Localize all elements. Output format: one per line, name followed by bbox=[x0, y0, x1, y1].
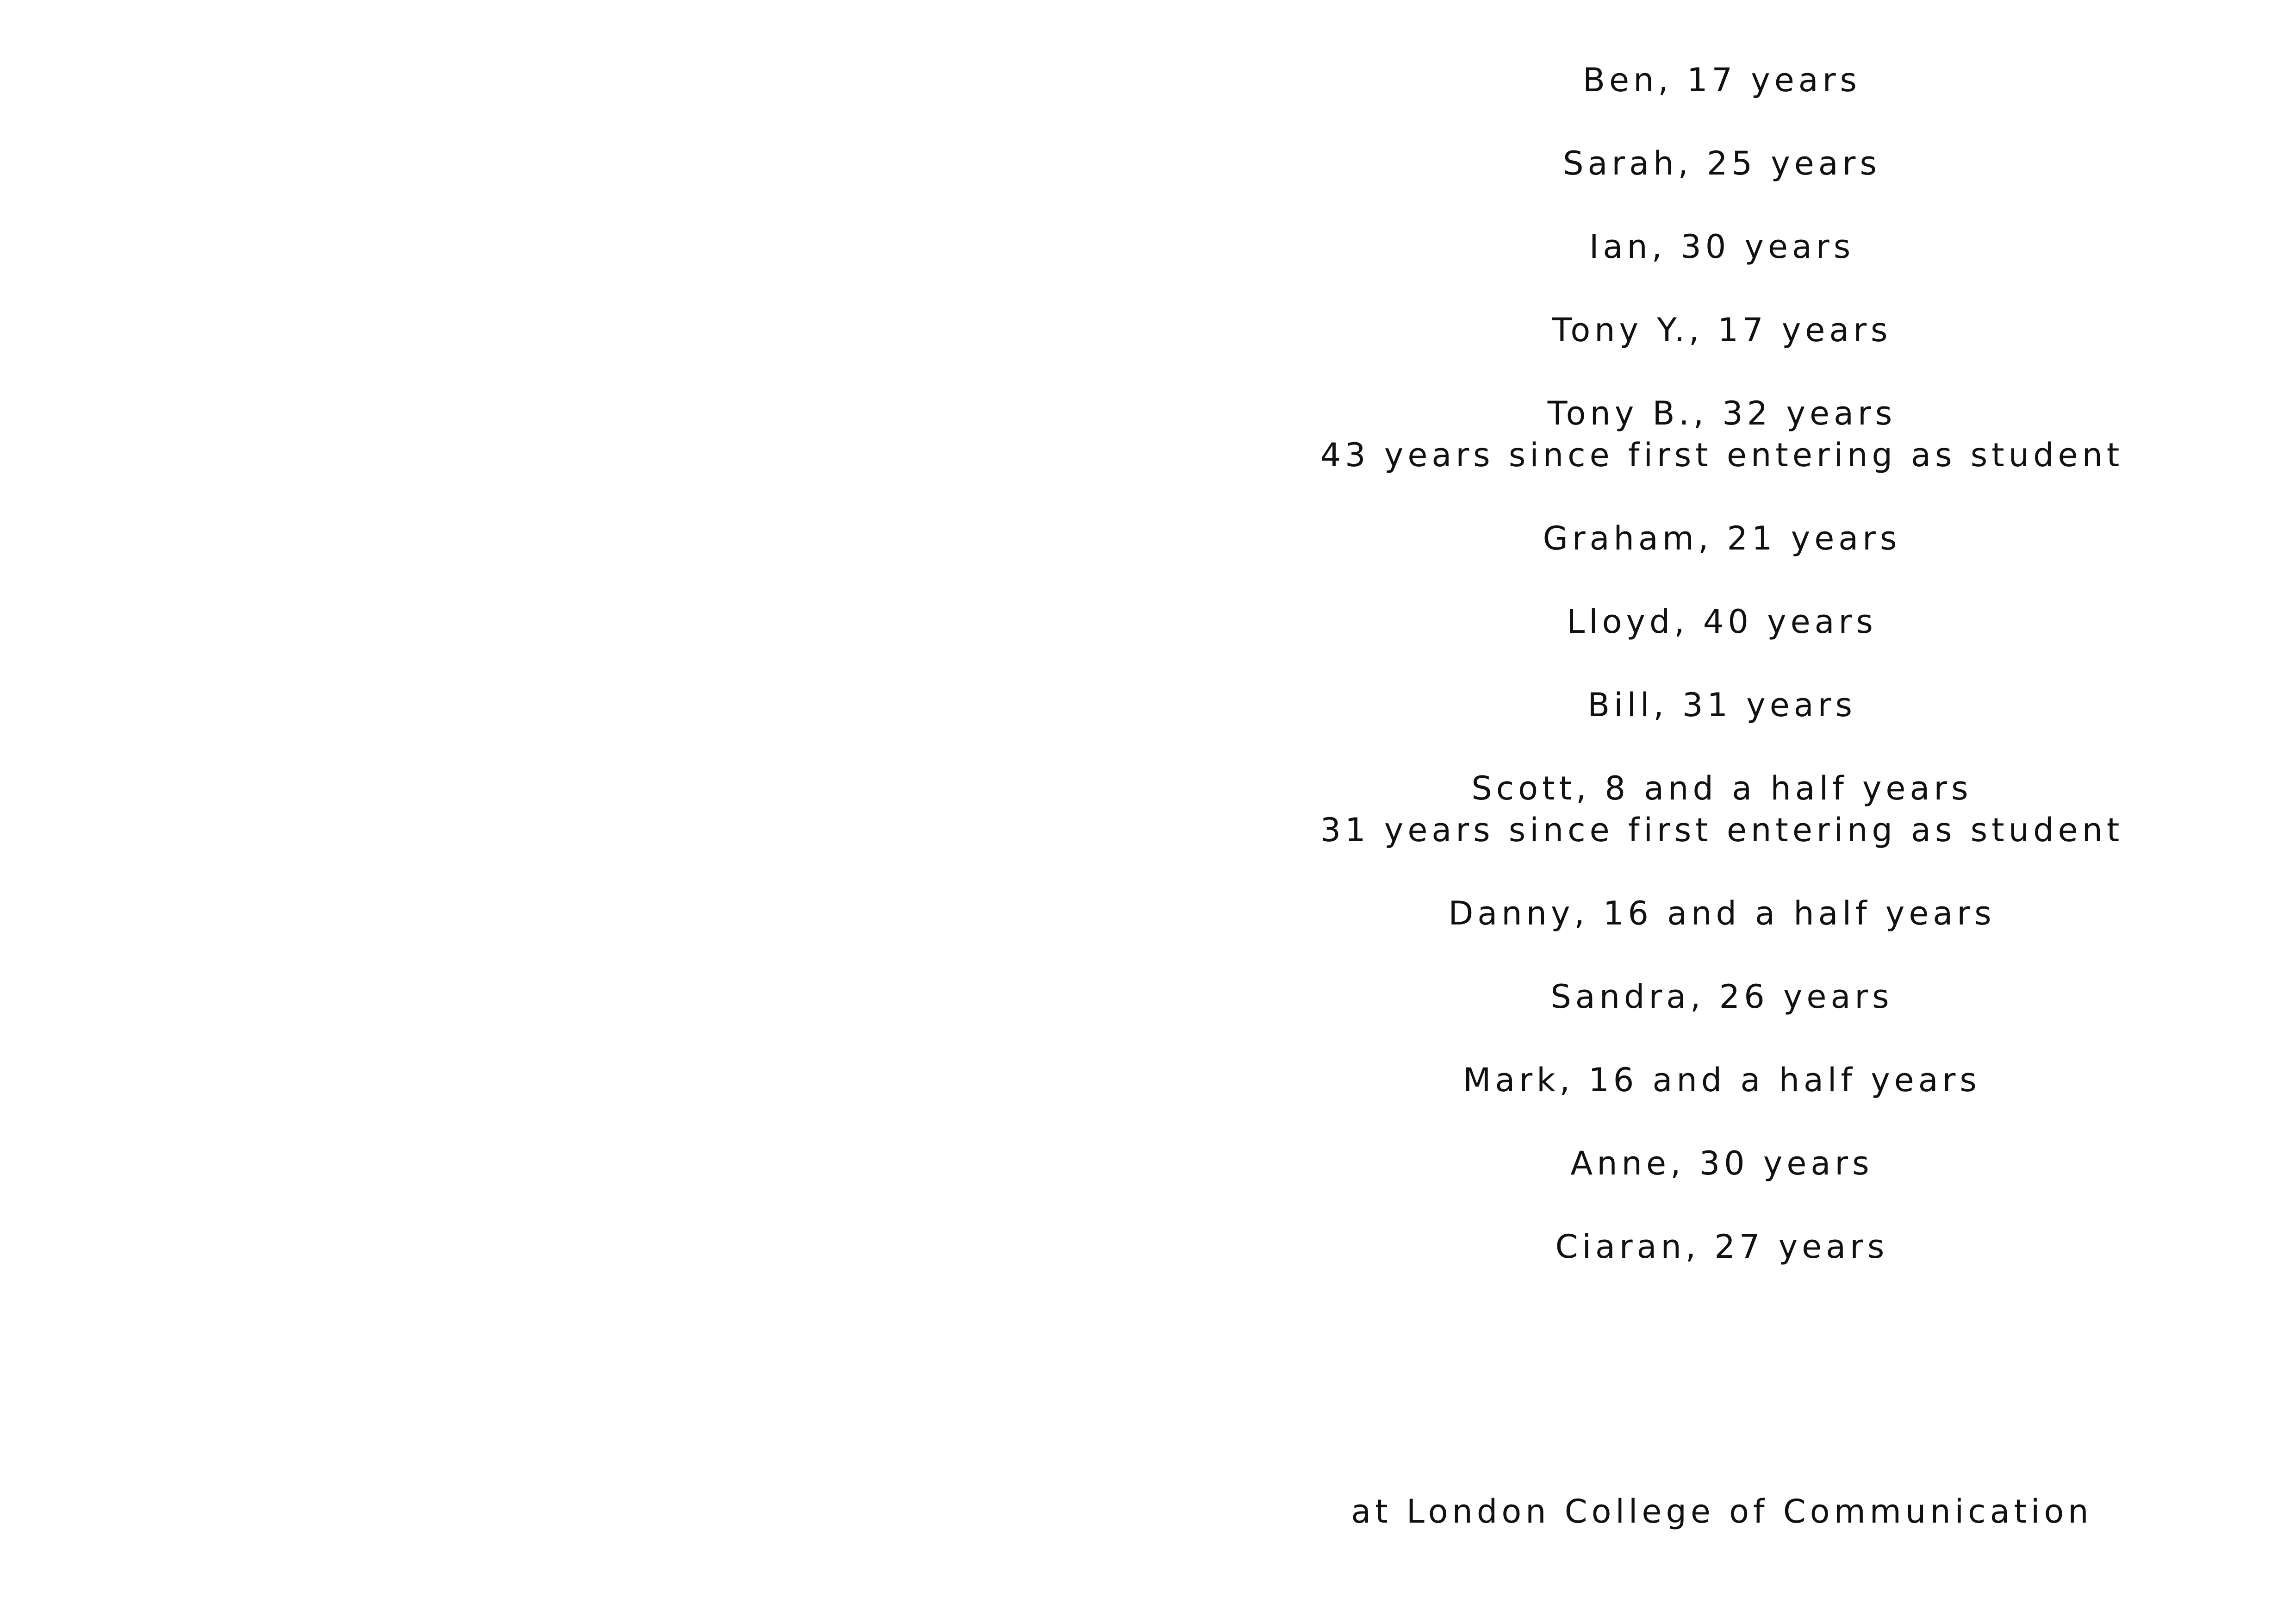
entry-note: 43 years since first entering as student bbox=[1320, 436, 2124, 474]
entry-name-duration: Ian, 30 years bbox=[1589, 228, 1855, 266]
entry-note: 31 years since first entering as student bbox=[1320, 811, 2124, 849]
list-item bbox=[1148, 59, 2296, 101]
entry-name-duration: Lloyd, 40 years bbox=[1567, 603, 1877, 641]
list-item bbox=[1148, 684, 2296, 726]
list-item bbox=[1148, 143, 2296, 184]
list-item bbox=[1148, 393, 2296, 476]
footer-caption: at London College of Communication bbox=[1351, 1493, 2093, 1530]
entry-name-duration: Tony B., 32 years bbox=[1547, 394, 1897, 432]
entry-name-duration: Tony Y., 17 years bbox=[1552, 311, 1892, 349]
entry-name-duration: Sandra, 26 years bbox=[1550, 978, 1893, 1016]
list-item bbox=[1148, 601, 2296, 643]
entry-name-duration: Ben, 17 years bbox=[1583, 61, 1861, 99]
list-item bbox=[1148, 1059, 2296, 1101]
entry-name-duration: Sarah, 25 years bbox=[1563, 144, 1881, 182]
list-item bbox=[1148, 976, 2296, 1018]
names-list bbox=[1148, 59, 2296, 1309]
entry-name-duration: Danny, 16 and a half years bbox=[1448, 894, 1996, 932]
entry-name-duration: Ciaran, 27 years bbox=[1555, 1228, 1889, 1266]
list-item bbox=[1148, 518, 2296, 559]
list-item bbox=[1148, 768, 2296, 851]
entry-name-duration: Graham, 21 years bbox=[1543, 519, 1901, 557]
entry-name-duration: Scott, 8 and a half years bbox=[1471, 769, 1972, 807]
list-item bbox=[1148, 309, 2296, 351]
entry-name-duration: Bill, 31 years bbox=[1587, 686, 1856, 724]
entry-name-duration: Mark, 16 and a half years bbox=[1463, 1061, 1981, 1099]
right-page bbox=[1148, 0, 2296, 1624]
list-item bbox=[1148, 1226, 2296, 1268]
list-item bbox=[1148, 893, 2296, 934]
list-item bbox=[1148, 1143, 2296, 1184]
list-item bbox=[1148, 226, 2296, 268]
entry-name-duration: Anne, 30 years bbox=[1570, 1144, 1873, 1182]
